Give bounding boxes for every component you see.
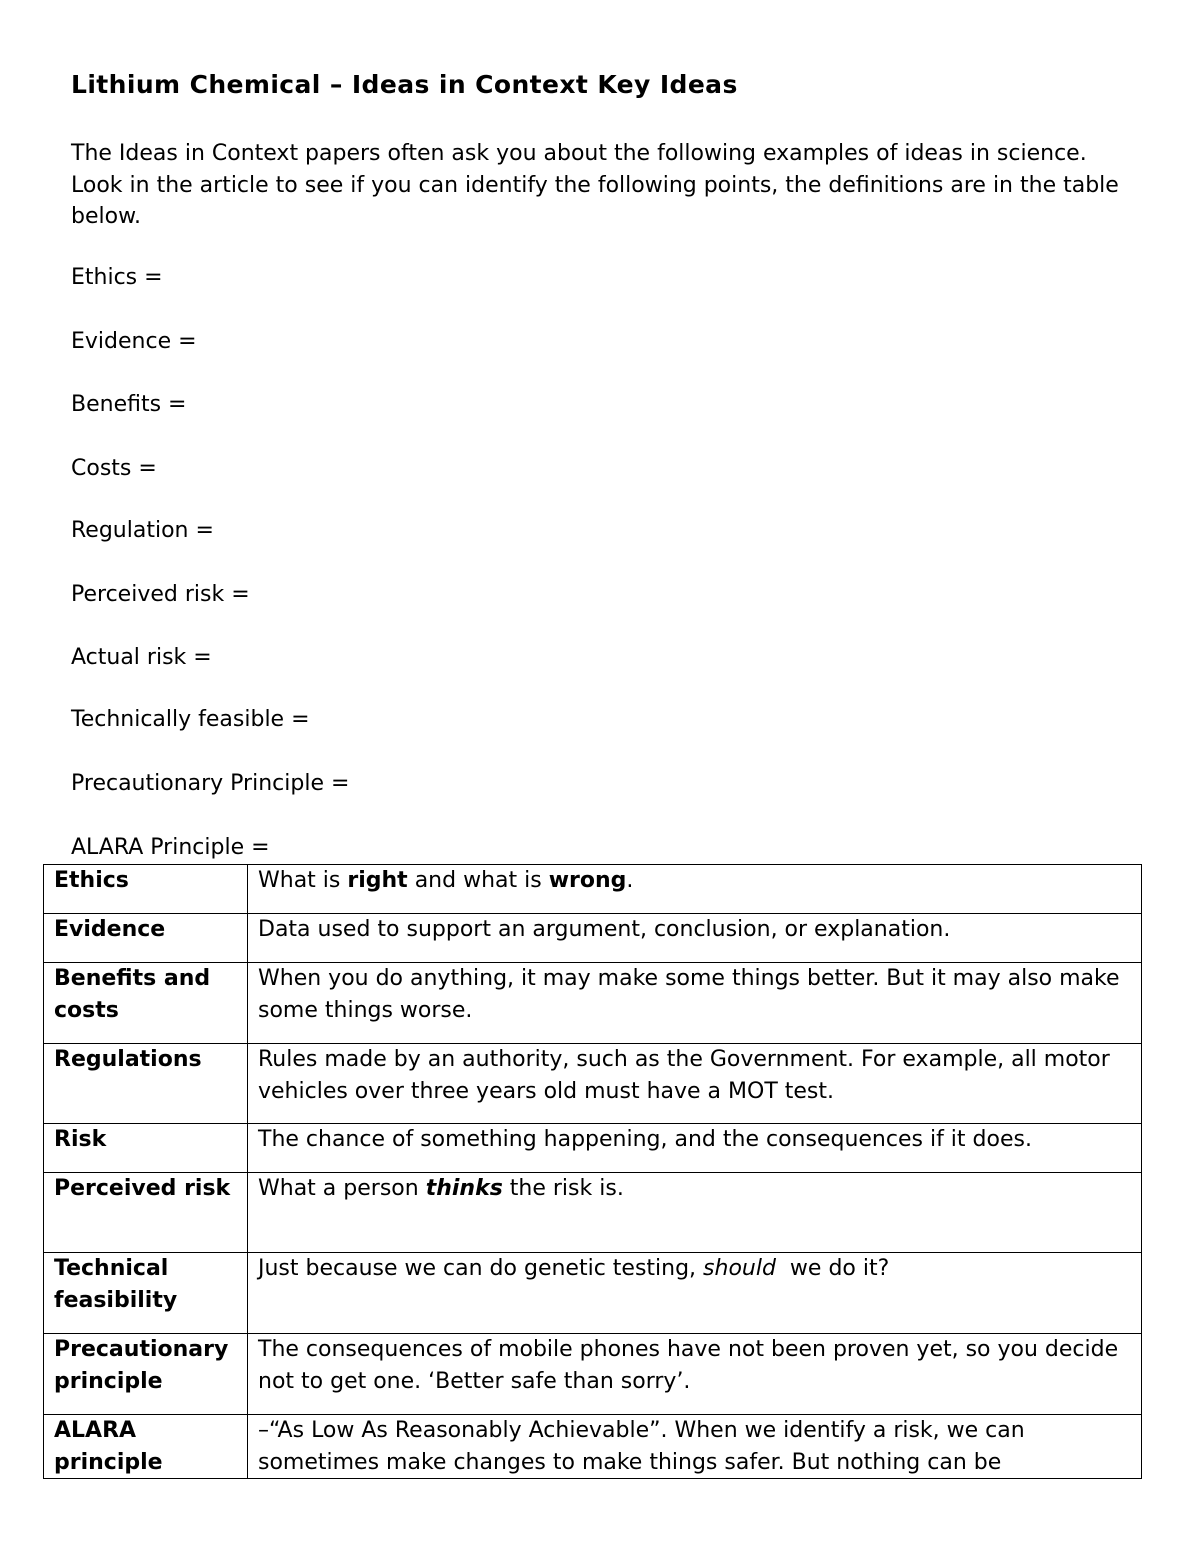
definition-cell: –“As Low As Reasonably Achievable”. When we identify a risk, we can sometimes make changes to make things safer. But nothing can be (248, 1415, 1142, 1479)
table-row (44, 1415, 1142, 1479)
term-cell: ALARA principle (44, 1415, 248, 1479)
intro-paragraph: The Ideas in Context papers often ask you about the following examples of ideas in science. Look in the article to see if you can identify the following points, the definitions are in the table below. (71, 141, 1119, 229)
prompt-evidence: Evidence = (71, 329, 197, 354)
definition-text: we do it? (775, 1256, 890, 1281)
term-cell: Regulations (44, 1044, 248, 1124)
term-cell: Perceived risk (44, 1173, 248, 1253)
document-title: Lithium Chemical – Ideas in Context Key Ideas (71, 70, 738, 99)
definition-text: and what is (407, 868, 549, 893)
term-cell: Evidence (44, 914, 248, 963)
emphasis-right: right (347, 868, 408, 893)
table-row (44, 1173, 1142, 1253)
definition-text: What is (258, 868, 348, 893)
prompt-benefits: Benefits = (71, 392, 187, 417)
table-row (44, 1044, 1142, 1124)
definition-cell (248, 1253, 1142, 1334)
definition-text: the risk is. (502, 1176, 624, 1201)
prompt-perceived-risk: Perceived risk = (71, 582, 250, 607)
prompt-technically-feasible: Technically feasible = (71, 707, 310, 732)
definition-cell: The consequences of mobile phones have not been proven yet, so you decide not to get one. ‘Better safe than sorry’. (248, 1334, 1142, 1415)
prompt-precautionary-principle: Precautionary Principle = (71, 771, 350, 796)
definition-cell: When you do anything, it may make some things better. But it may also make some things worse. (248, 963, 1142, 1044)
table-row (44, 1253, 1142, 1334)
table-row (44, 963, 1142, 1044)
table-row (44, 865, 1142, 914)
prompt-alara-principle: ALARA Principle = (71, 835, 270, 860)
definition-text: What a person (258, 1176, 426, 1201)
definition-cell (248, 865, 1142, 914)
table-row (44, 1334, 1142, 1415)
definition-cell (248, 1173, 1142, 1253)
definition-cell: The chance of something happening, and the consequences if it does. (248, 1124, 1142, 1173)
emphasis-thinks: thinks (425, 1176, 503, 1201)
term-cell: Technical feasibility (44, 1253, 248, 1334)
term-cell: Precautionary principle (44, 1334, 248, 1415)
table-row (44, 1124, 1142, 1173)
prompt-regulation: Regulation = (71, 518, 214, 543)
term-cell: Ethics (44, 865, 248, 914)
emphasis-should: should (703, 1256, 776, 1281)
term-cell: Benefits and costs (44, 963, 248, 1044)
term-cell: Risk (44, 1124, 248, 1173)
definition-cell: Data used to support an argument, conclusion, or explanation. (248, 914, 1142, 963)
prompt-actual-risk: Actual risk = (71, 645, 212, 670)
definition-text: . (626, 868, 634, 893)
definition-text: Just because we can do genetic testing, (258, 1256, 704, 1281)
prompt-costs: Costs = (71, 456, 157, 481)
emphasis-wrong: wrong (548, 868, 627, 893)
definition-cell: Rules made by an authority, such as the Government. For example, all motor vehicles over three years old must have a MOT test. (248, 1044, 1142, 1124)
table-row (44, 914, 1142, 963)
prompt-ethics: Ethics = (71, 265, 163, 290)
definitions-table (43, 864, 1142, 1479)
